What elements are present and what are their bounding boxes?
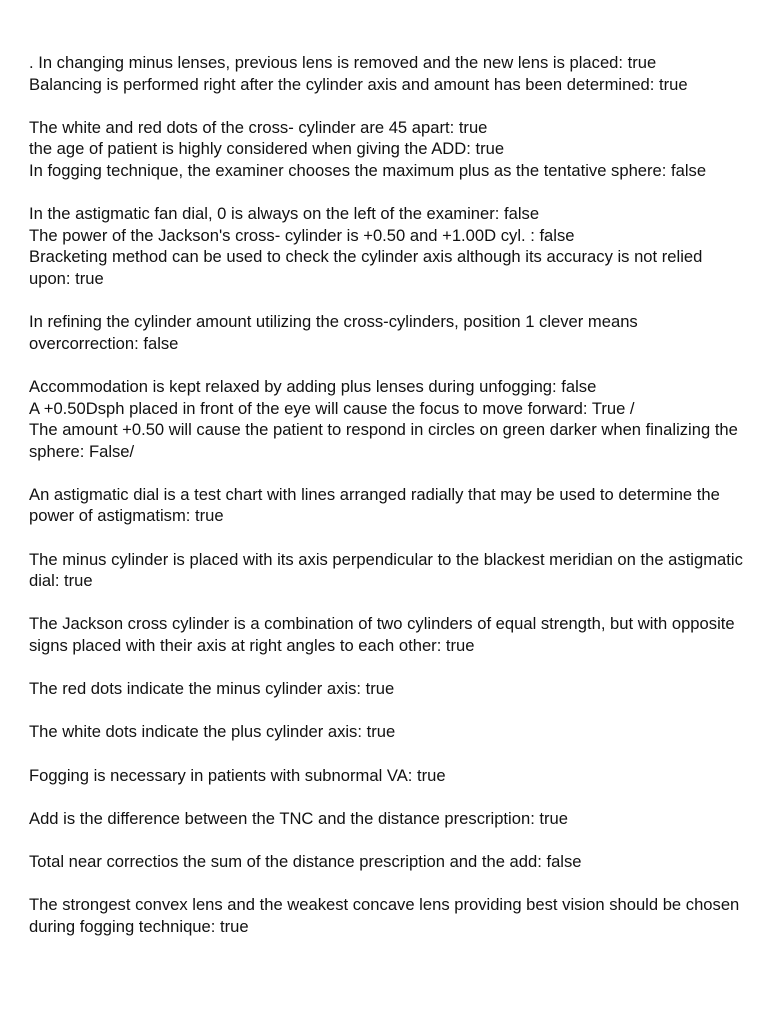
note-line: The red dots indicate the minus cylinder axis: true [29,679,395,699]
paragraph-8 [29,613,743,656]
paragraph-10 [29,721,743,743]
paragraph-11 [29,765,743,787]
note-line: Total near correctios the sum of the distance prescription and the add: false [29,851,582,871]
paragraph-7 [29,549,743,592]
note-line: Add is the difference between the TNC and the distance prescription: true [29,808,569,828]
note-line: The white dots indicate the plus cylinder axis: true [29,722,396,742]
note-line: In fogging technique, the examiner chooses the maximum plus as the tentative sphere: false [29,160,707,180]
paragraph-2 [29,117,743,182]
paragraph-9 [29,678,743,700]
note-line: Bracketing method can be used to check the cylinder axis although its accuracy is not relied upon: true [29,247,703,288]
note-line: Fogging is necessary in patients with subnormal VA: true [29,765,446,785]
note-line: . In changing minus lenses, previous lens is removed and the new lens is placed: true [29,53,657,72]
paragraph-6 [29,484,743,527]
paragraph-14 [29,894,743,937]
note-line: Balancing is performed right after the cylinder axis and amount has been determined: true [29,74,688,94]
paragraph-13 [29,851,743,873]
note-body [29,52,743,937]
note-line: In refining the cylinder amount utilizing the cross-cylinders, position 1 clever means overcorrection: false [29,312,638,353]
note-line: Accommodation is kept relaxed by adding plus lenses during unfogging: false [29,376,597,396]
paragraph-12 [29,808,743,830]
note-line: The power of the Jackson's cross- cylinder is +0.50 and +1.00D cyl. : false [29,225,575,245]
note-line: the age of patient is highly considered when giving the ADD: true [29,139,505,159]
paragraph-5 [29,376,743,462]
paragraph-3 [29,203,743,289]
note-line: The amount +0.50 will cause the patient to respond in circles on green darker when finalizing the sphere: False/ [29,420,738,461]
paragraph-1 [29,52,743,95]
note-line: The white and red dots of the cross- cylinder are 45 apart: true [29,117,488,137]
paragraph-4 [29,311,743,354]
note-line: The strongest convex lens and the weakest concave lens providing best vision should be chosen during fogging technique: true [29,895,740,936]
note-line: The minus cylinder is placed with its axis perpendicular to the blackest meridian on the astigmatic dial: true [29,549,743,591]
note-line: A +0.50Dsph placed in front of the eye will cause the focus to move forward: True / [29,398,635,418]
note-line: An astigmatic dial is a test chart with lines arranged radially that may be used to determine the power of astigmatism: true [29,484,720,526]
note-line: The Jackson cross cylinder is a combination of two cylinders of equal strength, but with opposite signs placed with their axis at right angles to each other: true [29,614,735,656]
note-line: In the astigmatic fan dial, 0 is always on the left of the examiner: false [29,204,540,224]
